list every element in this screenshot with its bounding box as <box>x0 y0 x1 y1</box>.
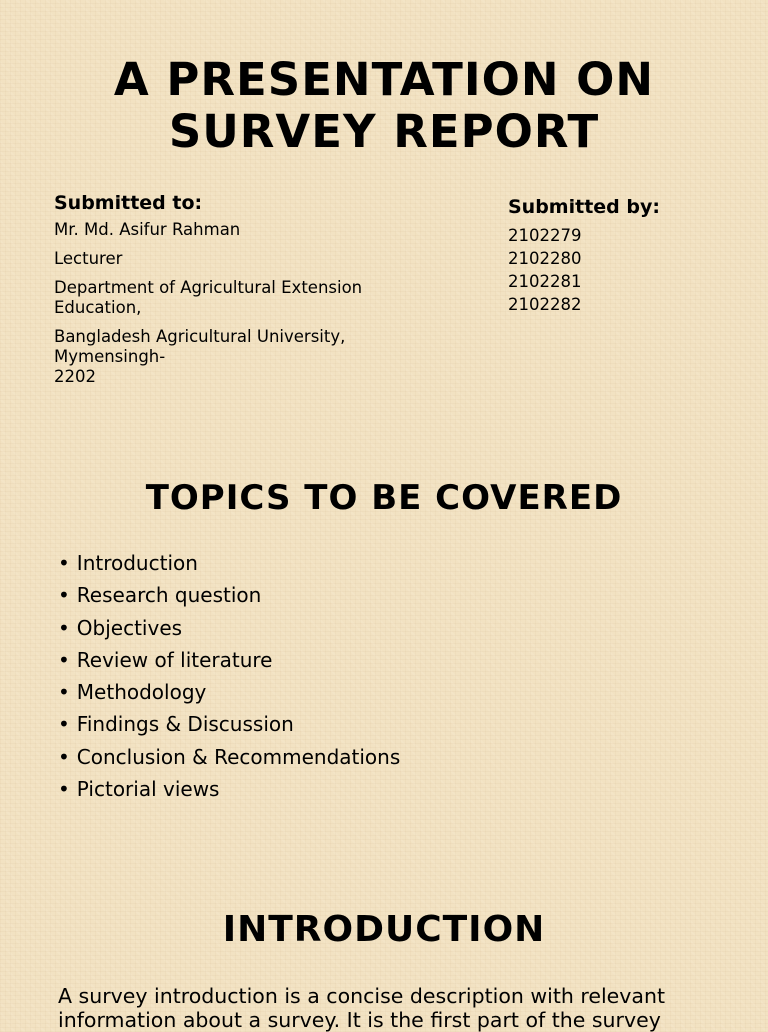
supervisor-designation: Lecturer <box>54 249 123 268</box>
university-line-1: Bangladesh Agricultural University, Mymensingh- <box>54 327 346 366</box>
bullet-icon: • <box>58 551 70 575</box>
bullet-icon: • <box>58 583 70 608</box>
topics-list <box>58 547 400 805</box>
title-line-2: SURVEY REPORT <box>168 105 600 158</box>
introduction-slide <box>0 860 768 1032</box>
submitted-to-block <box>54 190 454 396</box>
bullet-icon: • <box>58 615 70 640</box>
bullet-icon: • <box>58 712 70 737</box>
list-item <box>58 676 400 708</box>
student-id: 2102279 <box>508 226 582 245</box>
topic-label: Findings & Discussion <box>76 712 294 737</box>
bullet-icon: • <box>58 647 70 672</box>
submitted-by-block <box>508 194 728 316</box>
supervisor-department: Department of Agricultural Extension Education, <box>54 278 363 317</box>
topics-title: TOPICS TO BE COVERED <box>145 478 623 518</box>
list-item <box>58 773 400 805</box>
student-id: 2102282 <box>508 295 582 314</box>
supervisor-university <box>54 327 454 387</box>
topic-label: Research question <box>76 583 262 608</box>
bullet-icon: • <box>58 744 70 769</box>
list-item <box>58 547 400 579</box>
list-item <box>58 644 400 676</box>
bullet-icon: • <box>58 680 70 705</box>
submitted-to-heading: Submitted to: <box>54 192 203 214</box>
topic-label: Methodology <box>76 680 207 705</box>
university-line-2: 2202 <box>54 367 96 386</box>
presentation-title <box>0 54 768 158</box>
introduction-text: A survey introduction is a concise description with relevant information about a survey. It is the first part of the survey <box>58 984 666 1032</box>
title-line-1: A PRESENTATION ON <box>113 53 655 106</box>
topic-label: Objectives <box>76 615 183 640</box>
topic-label: Review of literature <box>76 647 273 672</box>
introduction-title: INTRODUCTION <box>222 909 546 950</box>
list-item <box>58 612 400 644</box>
title-slide <box>0 0 768 430</box>
list-item <box>58 741 400 773</box>
submitted-by-heading: Submitted by: <box>508 196 660 218</box>
topics-slide <box>0 430 768 860</box>
bullet-icon: • <box>58 777 70 802</box>
list-item <box>58 708 400 740</box>
topic-label: Introduction <box>76 551 198 575</box>
student-id: 2102281 <box>508 272 582 291</box>
supervisor-name: Mr. Md. Asifur Rahman <box>54 220 241 239</box>
student-id: 2102280 <box>508 249 582 268</box>
topic-label: Pictorial views <box>76 777 220 802</box>
topic-label: Conclusion & Recommendations <box>76 744 401 769</box>
list-item <box>58 579 400 611</box>
